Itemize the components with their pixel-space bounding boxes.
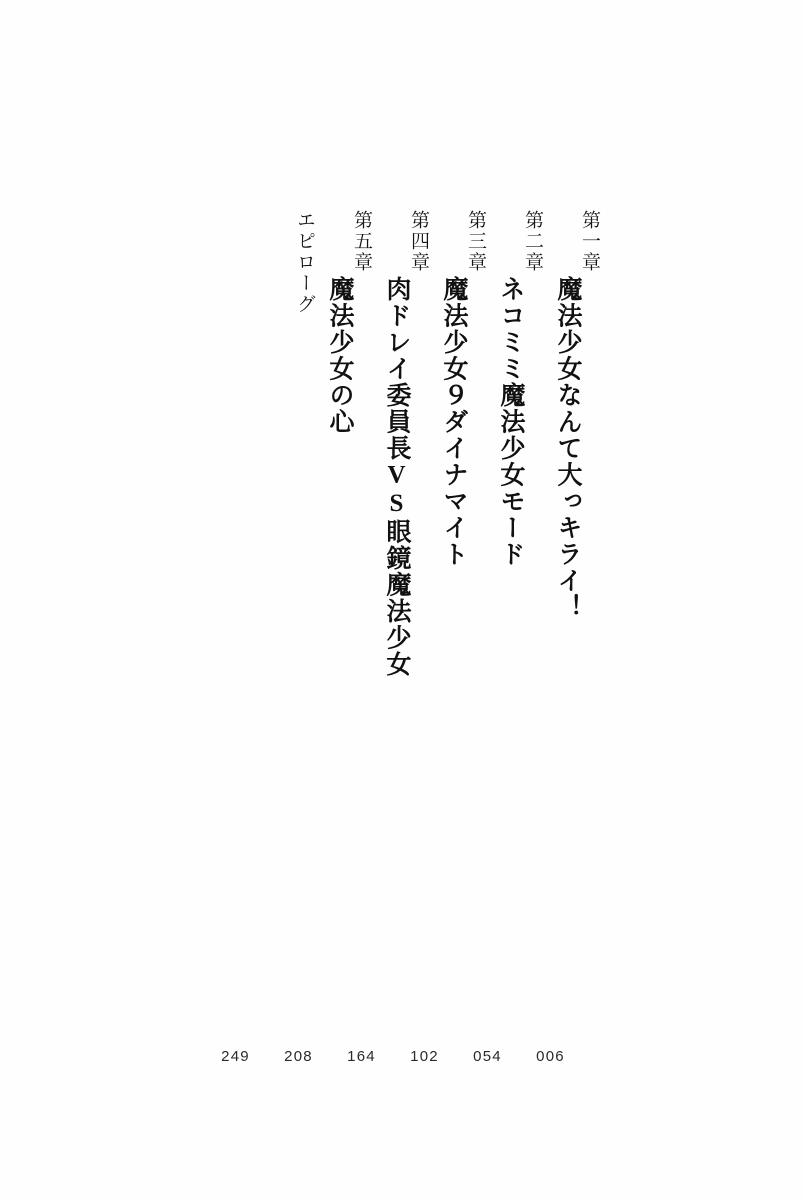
chapter-title: 肉ドレイ委員長VS眼鏡魔法少女 [383, 276, 410, 678]
table-of-contents [257, 210, 599, 930]
toc-entry-3 [428, 210, 485, 568]
page-number: 102 [410, 1048, 439, 1065]
chapter-title: ネコミミ魔法少女モード [497, 276, 524, 568]
chapter-label: 第一章 [579, 210, 600, 273]
toc-entry-4 [371, 210, 428, 678]
chapter-label: 第五章 [351, 210, 372, 273]
page-number: 054 [473, 1048, 502, 1065]
chapter-title: 魔法少女なんて大っキライ！ [554, 276, 581, 621]
toc-entry-5 [314, 210, 371, 435]
chapter-label: エピローグ [294, 210, 315, 315]
chapter-label: 第二章 [522, 210, 543, 273]
chapter-title: 魔法少女９ダイナマイト [440, 276, 467, 568]
page-number: 006 [536, 1048, 565, 1065]
chapter-title: 魔法少女の心 [326, 276, 353, 435]
toc-entry-2 [485, 210, 542, 568]
page-number: 249 [221, 1048, 250, 1065]
toc-entry-6 [257, 210, 314, 315]
page-number-row [0, 1048, 804, 1065]
page-number: 208 [284, 1048, 313, 1065]
page-number: 164 [347, 1048, 376, 1065]
toc-entry-1 [542, 210, 599, 621]
chapter-label: 第三章 [465, 210, 486, 273]
chapter-label: 第四章 [408, 210, 429, 273]
